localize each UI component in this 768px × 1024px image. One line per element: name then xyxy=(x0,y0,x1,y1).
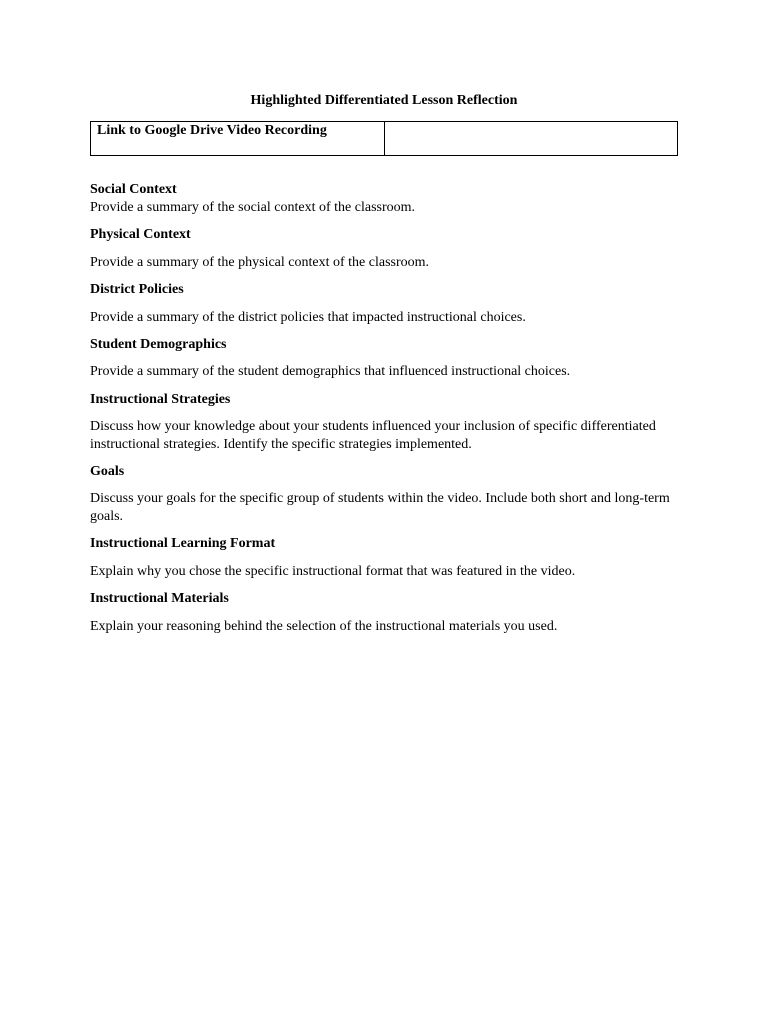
section-text-social-context: Provide a summary of the social context of the classroom. xyxy=(90,200,416,215)
section-heading-social-context: Social Context xyxy=(90,182,177,197)
section-text-goals: Discuss your goals for the specific group of students within the video. Include both short and long-term goals. xyxy=(90,491,670,524)
section-heading-student-demographics: Student Demographics xyxy=(90,337,227,352)
section-heading-physical-context: Physical Context xyxy=(90,227,191,242)
section-text-instructional-strategies: Discuss how your knowledge about your students influenced your inclusion of specific differentiated instructional strategies. Identify the specific strategies implemented. xyxy=(90,419,656,452)
table-row xyxy=(91,122,678,156)
video-link-value-cell[interactable] xyxy=(385,122,678,156)
section-text-instructional-materials: Explain your reasoning behind the selection of the instructional materials you used. xyxy=(90,619,558,634)
section-text-district-policies: Provide a summary of the district policies that impacted instructional choices. xyxy=(90,310,526,325)
section-text-instructional-learning-format: Explain why you chose the specific instructional format that was featured in the video. xyxy=(90,564,576,579)
document-title: Highlighted Differentiated Lesson Reflection xyxy=(250,93,518,108)
section-heading-instructional-learning-format: Instructional Learning Format xyxy=(90,536,276,551)
section-heading-goals: Goals xyxy=(90,464,125,479)
section-text-physical-context: Provide a summary of the physical context of the classroom. xyxy=(90,255,430,270)
section-heading-district-policies: District Policies xyxy=(90,282,184,297)
video-link-label: Link to Google Drive Video Recording xyxy=(91,122,385,156)
section-heading-instructional-materials: Instructional Materials xyxy=(90,591,229,606)
video-link-table xyxy=(90,121,678,156)
section-text-student-demographics: Provide a summary of the student demographics that influenced instructional choices. xyxy=(90,364,571,379)
section-heading-instructional-strategies: Instructional Strategies xyxy=(90,392,231,407)
